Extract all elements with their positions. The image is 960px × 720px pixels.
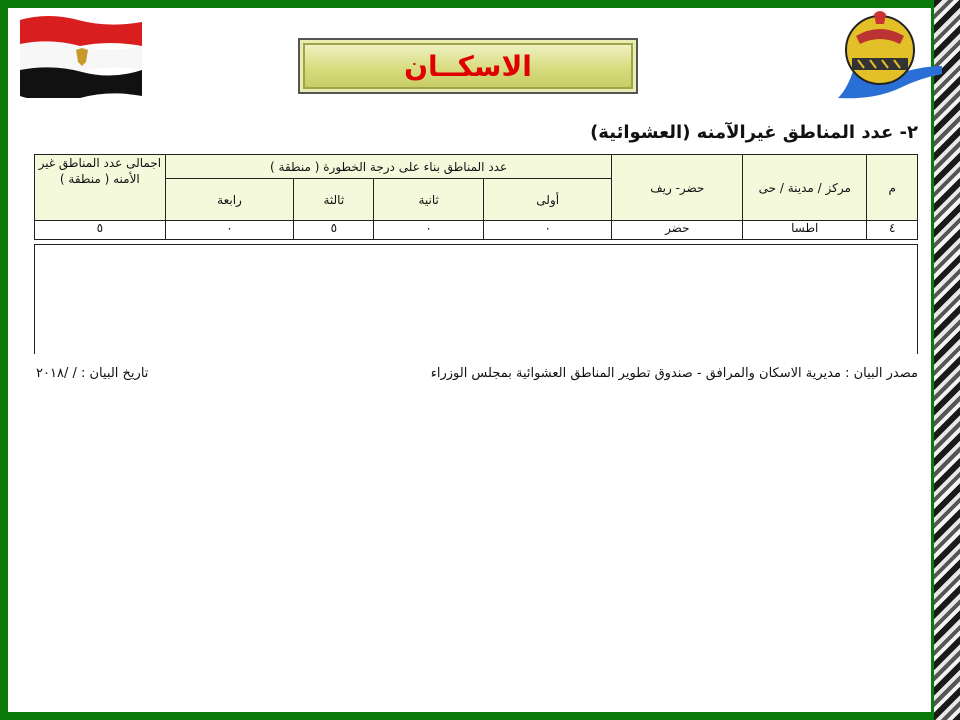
data-source: مصدر البيان : مديرية الاسكان والمرافق - صندوق تطوير المناطق العشوائية بمجلس الوزراء xyxy=(430,366,918,381)
header-fourth: رابعة xyxy=(165,179,294,221)
cell-markaz: اطسا xyxy=(743,221,867,240)
data-date: تاريخ البيان : / /٢٠١٨ xyxy=(36,366,149,381)
cell-third: ٥ xyxy=(294,221,374,240)
header-risk-group: عدد المناطق بناء على درجة الخطورة ( منطقة ) xyxy=(165,155,612,179)
table-blank-area xyxy=(34,244,918,354)
cell-hadar-reef: حضر xyxy=(612,221,743,240)
header-second: ثانية xyxy=(374,179,484,221)
header-first: أولى xyxy=(483,179,612,221)
cell-second: ٠ xyxy=(374,221,484,240)
cell-fourth: ٠ xyxy=(165,221,294,240)
cell-m: ٤ xyxy=(867,221,918,240)
egypt-flag-icon xyxy=(18,12,144,98)
table-subtitle: ٢- عدد المناطق غيرالآمنه (العشوائية) xyxy=(590,122,918,143)
data-table xyxy=(34,154,918,240)
title-banner xyxy=(298,38,638,94)
header-markaz: مركز / مدينة / حى xyxy=(743,155,867,221)
header-hadar-reef: حضر- ريف xyxy=(612,155,743,221)
page-title: الاسكــان xyxy=(404,49,532,83)
header-third: ثالثة xyxy=(294,179,374,221)
header-total: اجمالى عدد المناطق غير الأمنه ( منطقة ) xyxy=(35,155,166,221)
header-m: م xyxy=(867,155,918,221)
decorative-right-strip xyxy=(934,0,960,720)
cell-total: ٥ xyxy=(35,221,166,240)
governorate-logo-icon xyxy=(834,8,944,104)
cell-first: ٠ xyxy=(483,221,612,240)
table-row xyxy=(35,221,918,240)
